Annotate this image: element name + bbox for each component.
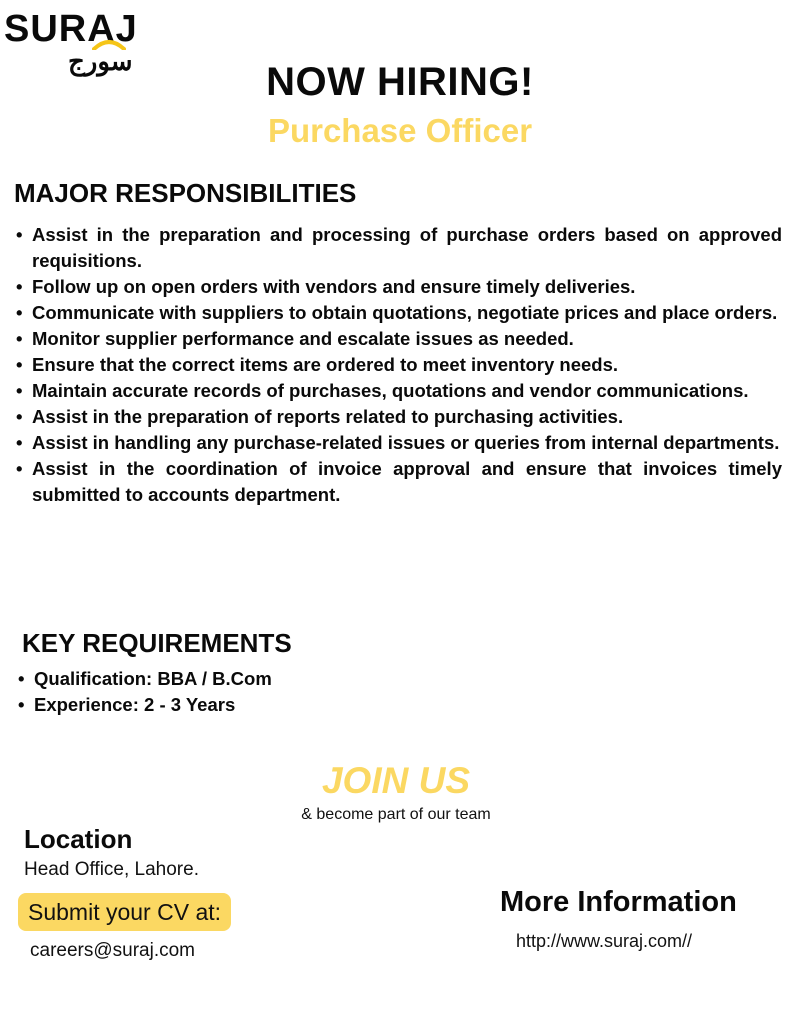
website-link[interactable]: http://www.suraj.com// [516, 931, 693, 951]
list-item: • Experience: 2 - 3 Years [14, 692, 414, 718]
requirements-list [14, 666, 414, 718]
logo-text: SURAJ [4, 8, 138, 50]
responsibilities-list [12, 222, 782, 508]
list-item: • Monitor supplier performance and escalate issues as needed. [12, 326, 782, 352]
location-value: Head Office, Lahore. [24, 859, 199, 880]
list-item: • Assist in the preparation and processing of purchase orders based on approved requisitions. [12, 222, 782, 274]
list-item: • Assist in the coordination of invoice approval and ensure that invoices timely submitted to accounts department. [12, 456, 782, 508]
list-item: • Communicate with suppliers to obtain quotations, negotiate prices and place orders. [12, 300, 782, 326]
position-title: Purchase Officer [267, 112, 533, 149]
logo-arabic-text: سورج [68, 46, 133, 76]
responsibilities-heading: MAJOR RESPONSIBILITIES [14, 178, 357, 208]
list-item: • Assist in handling any purchase-related issues or queries from internal departments. [12, 430, 782, 456]
list-item: • Assist in the preparation of reports related to purchasing activities. [12, 404, 782, 430]
email-link[interactable]: careers@suraj.com [30, 940, 195, 961]
join-us-subtitle: & become part of our team [301, 806, 491, 823]
list-item: • Qualification: BBA / B.Com [14, 666, 414, 692]
join-us-title: JOIN US [321, 760, 471, 801]
requirements-heading: KEY REQUIREMENTS [22, 628, 292, 658]
list-item: • Follow up on open orders with vendors and ensure timely deliveries. [12, 274, 782, 300]
submit-cv-label: Submit your CV at: [18, 893, 231, 931]
list-item: • Maintain accurate records of purchases, quotations and vendor communications. [12, 378, 782, 404]
list-item: • Ensure that the correct items are ordered to meet inventory needs. [12, 352, 782, 378]
hiring-title: NOW HIRING! [266, 60, 534, 104]
location-heading: Location [24, 824, 133, 854]
more-info-heading: More Information [500, 886, 737, 918]
